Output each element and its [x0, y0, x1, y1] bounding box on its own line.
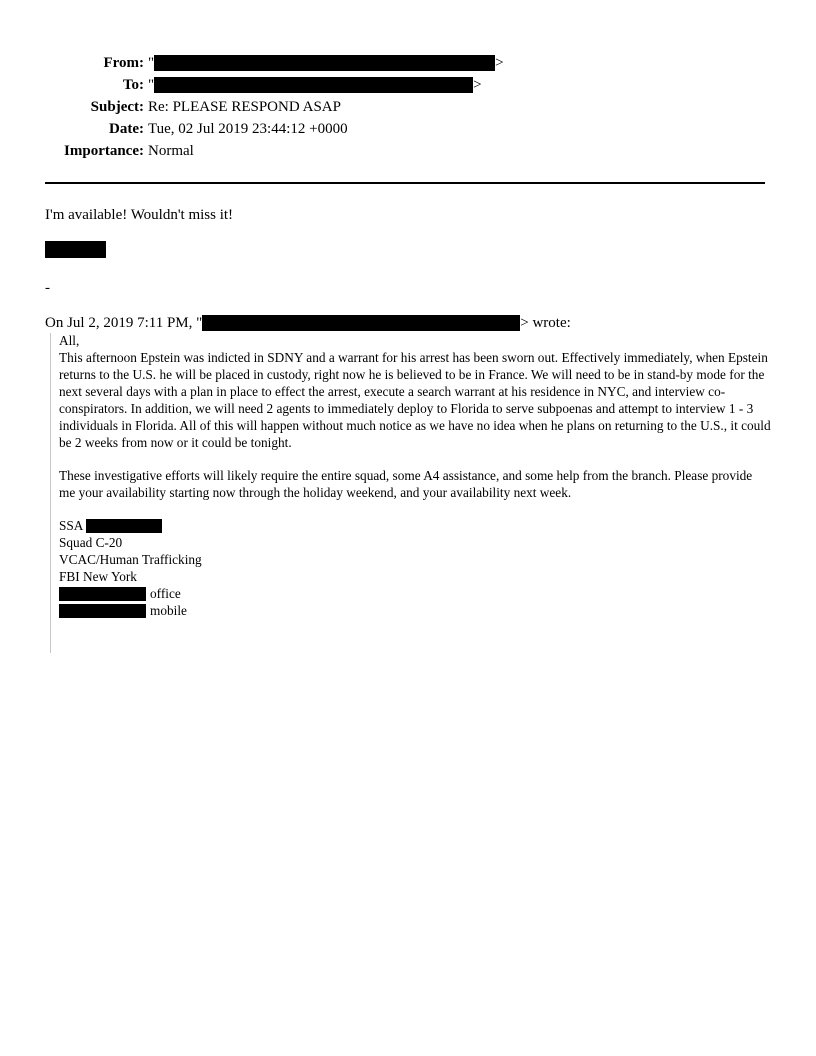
- signature-block: [59, 517, 202, 619]
- from-suffix: >: [495, 55, 504, 71]
- quote-paragraph-1: [59, 349, 771, 451]
- attribution-prefix: On Jul 2, 2019 7:11 PM, ": [45, 315, 203, 331]
- signature-squad: Squad C-20: [59, 535, 123, 550]
- date-label: Date:: [109, 121, 144, 137]
- signature-office-name: FBI New York: [59, 569, 137, 584]
- date-value: Tue, 02 Jul 2019 23:44:12 +0000: [148, 121, 348, 137]
- to-suffix: >: [473, 77, 482, 93]
- signature-mobile-phone: [59, 602, 202, 619]
- signature-title-prefix: SSA: [59, 518, 84, 533]
- reply-dash: -: [45, 280, 50, 296]
- from-value: [148, 54, 504, 72]
- redaction-bar: [59, 587, 146, 601]
- date-row: [0, 120, 816, 142]
- to-row: [0, 76, 816, 98]
- quote-paragraph-2: [59, 467, 771, 501]
- subject-row: [0, 98, 816, 120]
- redaction-bar: [154, 55, 495, 71]
- importance-value: Normal: [148, 143, 194, 159]
- subject-label: Subject:: [90, 99, 144, 115]
- mobile-phone-label: mobile: [150, 603, 187, 618]
- paragraph-1-text: This afternoon Epstein was indicted in SDNY and a warrant for his arrest has been sworn out. Effectively immediately, when Epstein returns to the U.S. he will be placed in custody, right now he is believed to be in France. We will need to be in stand-by mode for the next several days with a plan in place to effect the arrest, execute a search warrant at his residence in NYC, and interview co-conspirators. In addition, we will need 2 agents to immediately deploy to Florida to serve subpoenas and attempt to interview 1 - 3 individuals in Florida. All of this will happen without much notice as we have no idea when he plans on returning to the U.S., it could be 2 weeks from now or it could be tonight.: [59, 350, 771, 450]
- signature-unit: VCAC/Human Trafficking: [59, 552, 202, 567]
- from-row: [0, 54, 816, 76]
- subject-value: Re: PLEASE RESPOND ASAP: [148, 99, 341, 115]
- importance-label: Importance:: [64, 143, 144, 159]
- paragraph-2-text: These investigative efforts will likely require the entire squad, some A4 assistance, and some help from the branch. Please provide me your availability starting now through the holiday weekend, and your availability next week.: [59, 468, 753, 500]
- office-phone-label: office: [150, 586, 181, 601]
- redaction-bar: [154, 77, 473, 93]
- importance-row: [0, 142, 816, 164]
- quote-attribution: [45, 314, 571, 332]
- from-prefix: ": [148, 55, 155, 71]
- redaction-bar: [59, 604, 146, 618]
- redaction-bar: [202, 315, 520, 331]
- from-label: From:: [103, 55, 144, 71]
- to-label: To:: [122, 77, 144, 93]
- reply-text: I'm available! Wouldn't miss it!: [45, 207, 234, 223]
- greeting-text: All,: [59, 333, 80, 348]
- to-prefix: ": [148, 77, 155, 93]
- quote-greeting: [59, 332, 771, 349]
- signature-office-phone: [59, 585, 202, 602]
- header-divider: [45, 182, 765, 184]
- signature-title: [59, 517, 202, 534]
- redaction-bar: [86, 519, 162, 533]
- to-value: [148, 76, 482, 94]
- email-header: [0, 54, 816, 164]
- redaction-bar: [45, 241, 106, 258]
- attribution-suffix: > wrote:: [520, 315, 571, 331]
